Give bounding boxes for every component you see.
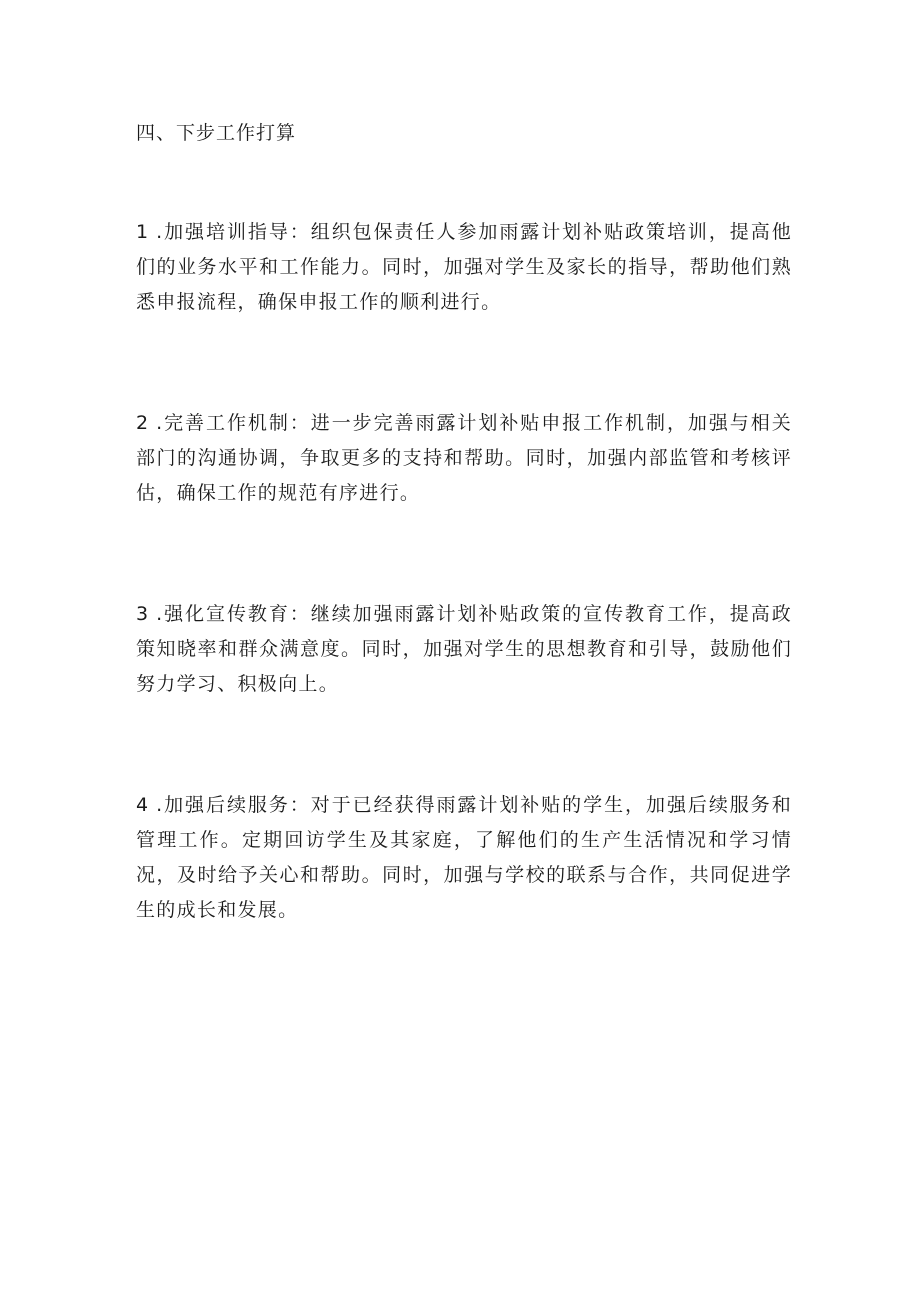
item-number: 2 — [136, 412, 149, 434]
list-item-2 — [136, 406, 792, 511]
item-text: .完善工作机制：进一步完善雨露计划补贴申报工作机制，加强与相关部门的沟通协调，争取更多的支持和帮助。同时，加强内部监管和考核评估，确保工作的规范有序进行。 — [136, 412, 793, 504]
item-number: 3 — [136, 603, 149, 625]
list-item-4 — [136, 788, 792, 928]
list-item-1 — [136, 215, 792, 320]
item-number: 4 — [136, 794, 149, 816]
item-text: .强化宣传教育：继续加强雨露计划补贴政策的宣传教育工作，提高政策知晓率和群众满意度。同时，加强对学生的思想教育和引导，鼓励他们努力学习、积极向上。 — [136, 603, 793, 695]
list-item-3 — [136, 597, 792, 702]
item-number: 1 — [136, 221, 149, 243]
item-text: .加强培训指导：组织包保责任人参加雨露计划补贴政策培训，提高他们的业务水平和工作能力。同时，加强对学生及家长的指导，帮助他们熟悉申报流程，确保申报工作的顺利进行。 — [136, 221, 793, 313]
item-text: .加强后续服务：对于已经获得雨露计划补贴的学生，加强后续服务和管理工作。定期回访学生及其家庭，了解他们的生产生活情况和学习情况，及时给予关心和帮助。同时，加强与学校的联系与合作，共同促进学生的成长和发展。 — [136, 794, 793, 921]
section-heading: 四、下步工作打算 — [136, 122, 297, 144]
